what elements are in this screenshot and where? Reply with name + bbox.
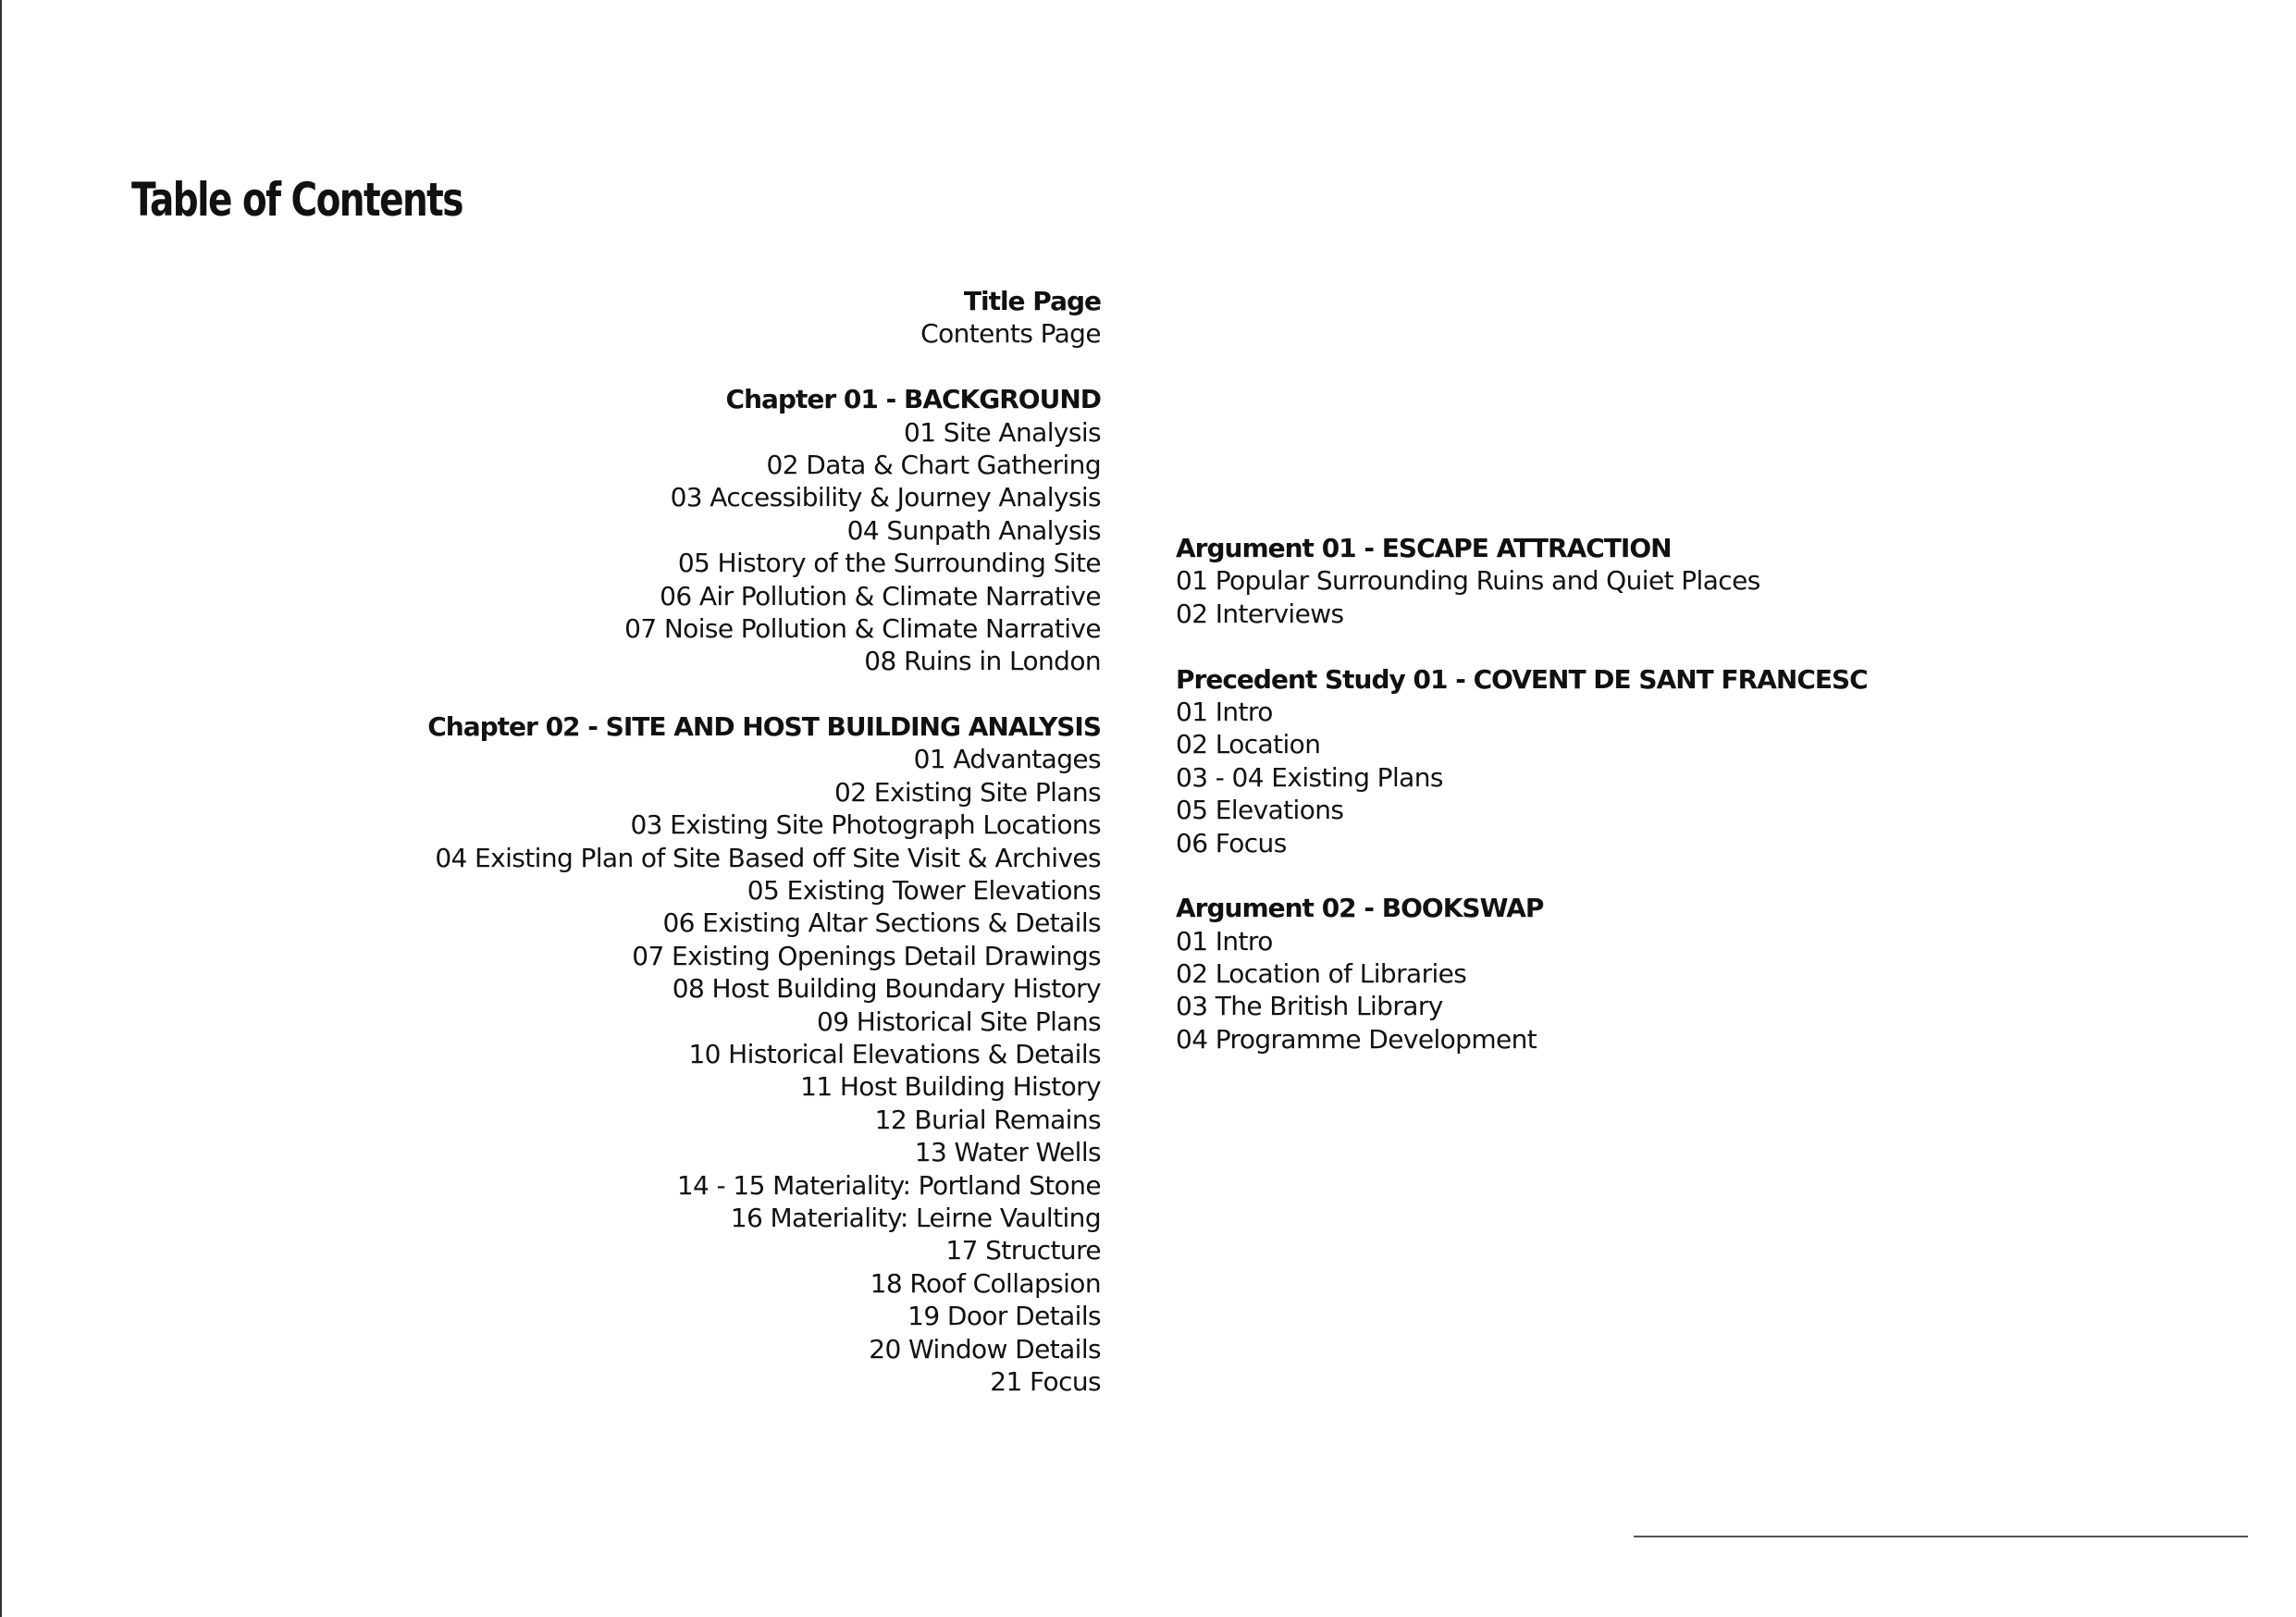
toc-item[interactable]: 16 Materiality: Leirne Vaulting <box>730 1202 1101 1233</box>
toc-item[interactable]: 18 Roof Collapsion <box>870 1267 1101 1299</box>
toc-item[interactable]: Contents Page <box>920 318 1101 350</box>
toc-item[interactable]: 12 Burial Remains <box>874 1104 1101 1135</box>
toc-item[interactable]: 07 Existing Openings Detail Drawings <box>632 940 1101 971</box>
toc-item[interactable]: 10 Historical Elevations & Details <box>688 1038 1101 1069</box>
toc-section-chapter-01 <box>427 383 1101 678</box>
toc-item[interactable]: 02 Existing Site Plans <box>834 776 1101 808</box>
toc-heading[interactable]: Title Page <box>963 286 1101 316</box>
toc-heading[interactable]: Argument 02 - BOOKSWAP <box>1176 893 1544 924</box>
toc-heading[interactable]: Chapter 02 - SITE AND HOST BUILDING ANALYSIS <box>427 711 1101 743</box>
toc-item[interactable]: 06 Focus <box>1176 827 1287 858</box>
toc-item[interactable]: 06 Air Pollution & Climate Narrative <box>660 580 1101 611</box>
toc-heading[interactable]: Argument 01 - ESCAPE ATTRACTION <box>1176 533 1672 563</box>
toc-item[interactable]: 05 History of the Surrounding Site <box>677 548 1101 579</box>
toc-heading[interactable]: Chapter 01 - BACKGROUND <box>725 384 1101 415</box>
footer-rule <box>1634 1536 2248 1537</box>
toc-item[interactable]: 04 Sunpath Analysis <box>846 514 1101 546</box>
toc-item[interactable]: 05 Existing Tower Elevations <box>747 875 1101 907</box>
toc-item[interactable]: 04 Existing Plan of Site Based off Site Visit & Archives <box>435 842 1101 873</box>
toc-item[interactable]: 06 Existing Altar Sections & Details <box>662 907 1101 939</box>
toc-item[interactable]: 03 Accessibility & Journey Analysis <box>670 482 1101 513</box>
page-title: Table of Contents <box>131 173 463 227</box>
toc-item[interactable]: 02 Data & Chart Gathering <box>766 449 1101 480</box>
toc-item[interactable]: 09 Historical Site Plans <box>817 1006 1101 1037</box>
toc-section-argument-02 <box>1176 892 1868 1055</box>
toc-item[interactable]: 01 Intro <box>1176 925 1273 957</box>
toc-item[interactable]: 03 - 04 Existing Plans <box>1176 761 1443 793</box>
toc-item[interactable]: 02 Interviews <box>1176 598 1344 629</box>
toc-section-argument-01 <box>1176 532 1868 630</box>
toc-item[interactable]: 05 Elevations <box>1176 795 1344 826</box>
toc-item[interactable]: 21 Focus <box>990 1365 1101 1397</box>
toc-section-precedent-study-01 <box>1176 663 1868 859</box>
toc-item[interactable]: 02 Location <box>1176 729 1321 760</box>
toc-item[interactable]: 08 Ruins in London <box>864 646 1101 677</box>
toc-item[interactable]: 17 Structure <box>945 1235 1101 1266</box>
toc-item[interactable]: 08 Host Building Boundary History <box>672 973 1101 1005</box>
toc-item[interactable]: 01 Intro <box>1176 696 1273 727</box>
toc-item[interactable]: 03 Existing Site Photograph Locations <box>630 809 1101 841</box>
toc-item[interactable]: 02 Location of Libraries <box>1176 958 1467 990</box>
toc-section-chapter-02 <box>427 710 1101 1398</box>
page-left-border <box>0 0 2 1617</box>
toc-item[interactable]: 19 Door Details <box>907 1301 1101 1332</box>
toc-item[interactable]: 04 Programme Development <box>1176 1023 1537 1055</box>
toc-item[interactable]: 01 Popular Surrounding Ruins and Quiet Places <box>1176 565 1760 597</box>
toc-item[interactable]: 14 - 15 Materiality: Portland Stone <box>676 1169 1101 1201</box>
toc-heading[interactable]: Precedent Study 01 - COVENT DE SANT FRANCESC <box>1176 663 1868 695</box>
toc-item[interactable]: 03 The British Library <box>1176 991 1443 1022</box>
toc-item[interactable]: 01 Site Analysis <box>904 416 1101 448</box>
toc-section-title-page <box>427 285 1101 351</box>
toc-item[interactable]: 20 Window Details <box>869 1333 1101 1364</box>
contents-column-right <box>1176 532 1868 1089</box>
toc-item[interactable]: 01 Advantages <box>913 744 1101 775</box>
toc-item[interactable]: 07 Noise Pollution & Climate Narrative <box>624 612 1101 644</box>
toc-item[interactable]: 11 Host Building History <box>800 1071 1101 1103</box>
contents-column-left <box>427 285 1101 1431</box>
toc-item[interactable]: 13 Water Wells <box>914 1137 1101 1168</box>
